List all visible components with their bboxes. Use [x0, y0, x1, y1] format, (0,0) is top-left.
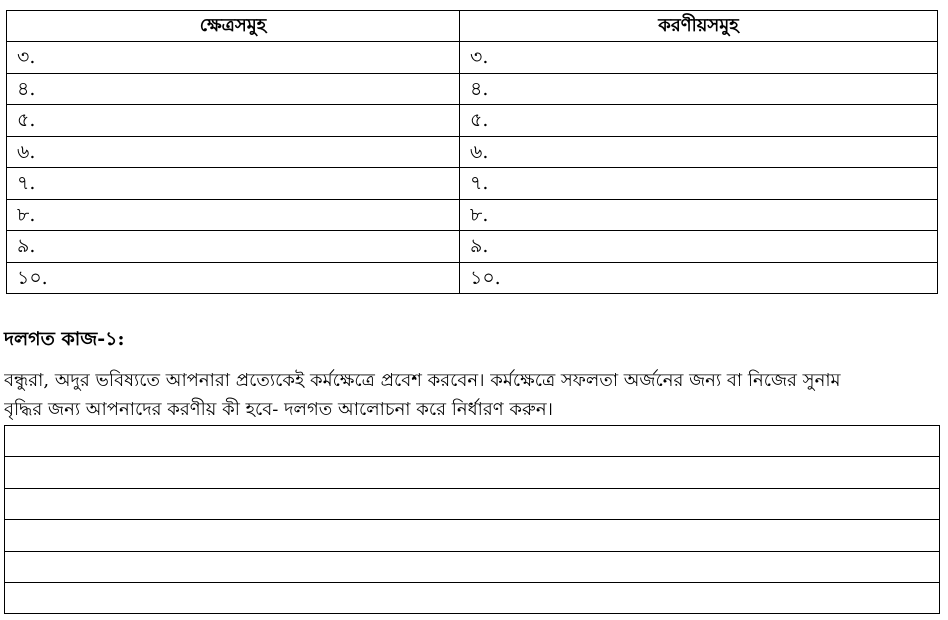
field-cell[interactable]: ৬.	[7, 136, 460, 168]
answer-cell[interactable]	[5, 457, 940, 488]
answer-cell[interactable]	[5, 426, 940, 457]
field-cell[interactable]: ৮.	[7, 199, 460, 231]
answer-cell[interactable]	[5, 520, 940, 551]
answer-box	[4, 425, 940, 614]
table-row	[7, 231, 938, 263]
answer-cell[interactable]	[5, 488, 940, 519]
answer-cell[interactable]	[5, 551, 940, 582]
answer-line	[5, 488, 940, 519]
header-fields: ক্ষেত্রসমুহ	[7, 11, 460, 42]
group-work-heading: দলগত কাজ-১:	[4, 328, 125, 350]
instruction-line: বন্ধুরা, অদুর ভবিষ্যতে আপনারা প্রত্যেকেই কর্মক্ষেত্রে প্রবেশ করবেন। কর্মক্ষেত্রে সফলতা অর্জনের জন্য বা নিজের সুনাম	[4, 370, 841, 391]
action-cell[interactable]: ৬.	[460, 136, 938, 168]
field-cell[interactable]: ৯.	[7, 231, 460, 263]
answer-line	[5, 582, 940, 613]
action-cell[interactable]: ৫.	[460, 105, 938, 137]
header-actions: করণীয়সমুহ	[460, 11, 938, 42]
field-cell[interactable]: ১০.	[7, 262, 460, 294]
answer-line	[5, 457, 940, 488]
action-cell[interactable]: ১০.	[460, 262, 938, 294]
answer-line	[5, 426, 940, 457]
action-cell[interactable]: ৮.	[460, 199, 938, 231]
table-row	[7, 105, 938, 137]
field-cell[interactable]: ৩.	[7, 42, 460, 74]
field-cell[interactable]: ৫.	[7, 105, 460, 137]
field-cell[interactable]: ৪.	[7, 73, 460, 105]
table-header-row	[7, 11, 938, 42]
table-row	[7, 73, 938, 105]
action-cell[interactable]: ৭.	[460, 168, 938, 200]
field-cell[interactable]: ৭.	[7, 168, 460, 200]
action-cell[interactable]: ৯.	[460, 231, 938, 263]
answer-line	[5, 520, 940, 551]
fields-actions-table	[6, 10, 938, 294]
instruction-line: বৃদ্ধির জন্য আপনাদের করণীয় কী হবে- দলগত আলোচনা করে নির্ধারণ করুন।	[4, 399, 553, 420]
action-cell[interactable]: ৪.	[460, 73, 938, 105]
table-row	[7, 199, 938, 231]
answer-line	[5, 551, 940, 582]
answer-cell[interactable]	[5, 582, 940, 613]
group-work-instructions	[4, 366, 940, 424]
table-row	[7, 42, 938, 74]
table-row	[7, 136, 938, 168]
table-row	[7, 262, 938, 294]
action-cell[interactable]: ৩.	[460, 42, 938, 74]
table-row	[7, 168, 938, 200]
